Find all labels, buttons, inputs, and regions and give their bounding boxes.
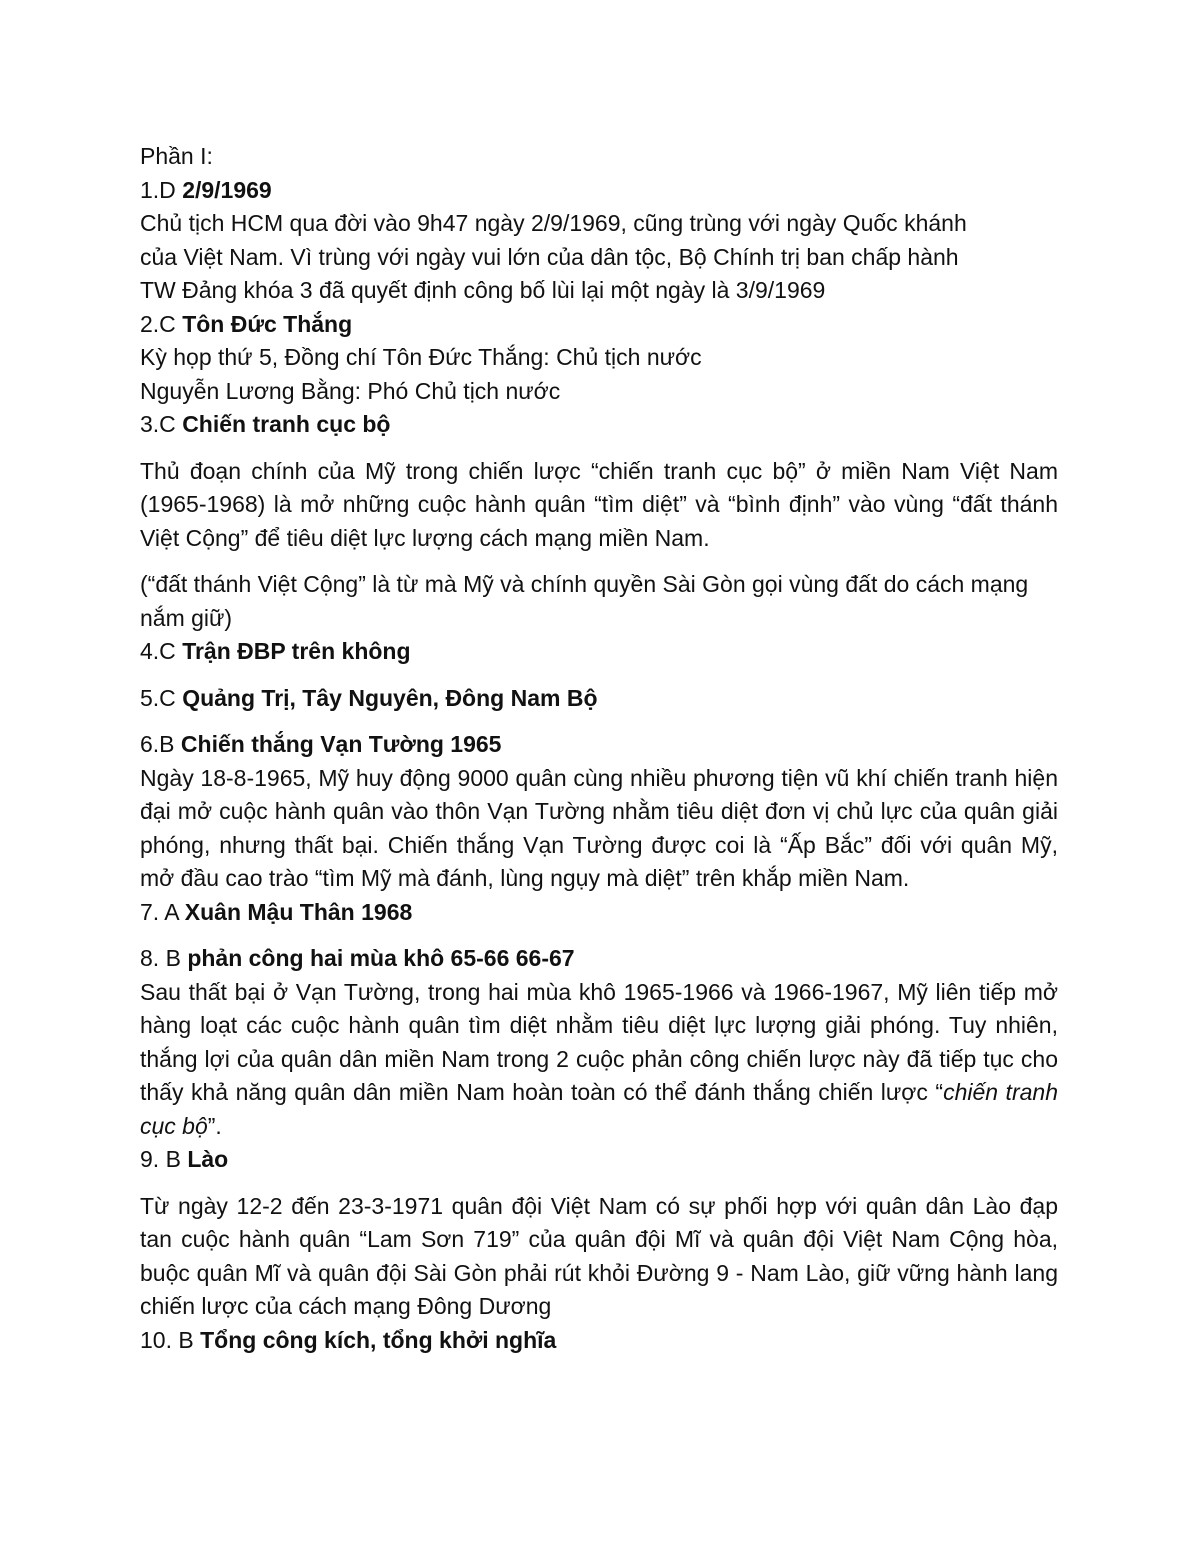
answer-6-paragraph: Ngày 18-8-1965, Mỹ huy động 9000 quân cùng nhiều phương tiện vũ khí chiến tranh hiện đại mở cuộc hành quân vào thôn Vạn Tường nhằm tiêu diệt đơn vị chủ lực của quân giải phóng, nhưng thất bại. Chiến thắng Vạn Tường được coi là “Ấp Bắc” đối với quân Mỹ, mở đầu cao trào “tìm Mỹ mà đánh, lùng ngụy mà diệt” trên khắp miền Nam.: [140, 764, 1058, 891]
answer-6-label: 6.B: [140, 731, 181, 757]
answer-6-heading: [140, 728, 1058, 762]
answer-1-label: 1.D: [140, 176, 183, 203]
answer-5-title: Quảng Trị, Tây Nguyên, Đông Nam Bộ: [182, 684, 598, 711]
answer-8-paragraph: [140, 976, 1058, 1144]
answer-3-paragraph-1: Thủ đoạn chính của Mỹ trong chiến lược “chiến tranh cục bộ” ở miền Nam Việt Nam (1965-1968) là mở những cuộc hành quân “tìm diệt” và “bình định” vào vùng “đất thánh Việt Cộng” để tiêu diệt lực lượng cách mạng miền Nam.: [140, 457, 1058, 551]
answer-6-title: Chiến thắng Vạn Tường 1965: [180, 731, 502, 757]
answer-7-heading: [140, 896, 1058, 930]
answer-2-title: Tôn Đức Thắng: [182, 310, 353, 337]
answer-1-line-3: TW Đảng khóa 3 đã quyết định công bố lùi lại một ngày là 3/9/1969: [140, 277, 826, 303]
answer-2-heading: [140, 308, 1058, 342]
answer-2-line-2: Nguyễn Lương Bằng: Phó Chủ tịch nước: [140, 377, 561, 404]
answer-1-line-1: Chủ tịch HCM qua đời vào 9h47 ngày 2/9/1969, cũng trùng với ngày Quốc khánh: [140, 210, 967, 236]
answer-7-title: Xuân Mậu Thân 1968: [184, 898, 413, 925]
answer-3-paragraph-2: (“đất thánh Việt Cộng” là từ mà Mỹ và chính quyền Sài Gòn gọi vùng đất do cách mạng nắm giữ): [140, 571, 1029, 631]
answer-10-label: 10. B: [140, 1326, 201, 1353]
answer-7-label: 7. A: [140, 898, 185, 925]
answer-8-label: 8. B: [140, 945, 188, 971]
answer-8-heading: [140, 942, 1058, 976]
answer-4-heading: [140, 635, 1058, 669]
answer-1-title: 2/9/1969: [182, 176, 272, 203]
answer-10-heading: [140, 1324, 1058, 1358]
answer-8-paragraph-italic: chiến tranh cục bộ: [140, 1079, 1058, 1139]
answer-9-paragraph: Từ ngày 12-2 đến 23-3-1971 quân đội Việt Nam có sự phối hợp với quân dân Lào đạp tan cuộc hành quân “Lam Sơn 719” của quân đội Mĩ và quân đội Việt Nam Cộng hòa, buộc quân Mĩ và quân đội Sài Gòn phải rút khỏi Đường 9 - Nam Lào, giữ vững hành lang chiến lược của cách mạng Đông Dương: [140, 1192, 1058, 1319]
answer-9-title: Lào: [187, 1146, 229, 1172]
answer-8-title: phản công hai mùa khô 65-66 66-67: [187, 945, 575, 971]
answer-3-label: 3.C: [140, 411, 183, 437]
answer-2-line-1: Kỳ họp thứ 5, Đồng chí Tôn Đức Thắng: Chủ tịch nước: [140, 344, 702, 370]
answer-4-label: 4.C: [140, 638, 183, 664]
answer-9-heading: [140, 1143, 1058, 1177]
answer-8-paragraph-start: Sau thất bại ở Vạn Tường, trong hai mùa khô 1965-1966 và 1966-1967, Mỹ liên tiếp mở hàng loạt các cuộc hành quân tìm diệt nhằm tiêu diệt lực lượng giải phóng. Tuy nhiên, thắng lợi của quân dân miền Nam trong 2 cuộc phản công chiến lược này đã tiếp tục cho thấy khả năng quân dân miền Nam hoàn toàn có thể đánh thắng chiến lược “: [140, 978, 1058, 1105]
document-body: [140, 140, 1058, 1357]
answer-2-label: 2.C: [140, 310, 183, 337]
answer-1-heading: [140, 174, 1058, 208]
answer-4-title: Trận ĐBP trên không: [182, 638, 411, 664]
answer-5-heading: [140, 682, 1058, 716]
answer-5-label: 5.C: [140, 684, 183, 711]
answer-9-label: 9. B: [140, 1146, 188, 1172]
answer-3-heading: [140, 408, 1058, 442]
section-title: Phần I:: [140, 143, 213, 169]
answer-1-line-2: của Việt Nam. Vì trùng với ngày vui lớn của dân tộc, Bộ Chính trị ban chấp hành: [140, 243, 959, 270]
answer-8-paragraph-end: ”.: [207, 1112, 222, 1139]
answer-3-title: Chiến tranh cục bộ: [182, 411, 391, 437]
answer-10-title: Tổng công kích, tổng khởi nghĩa: [200, 1326, 557, 1353]
